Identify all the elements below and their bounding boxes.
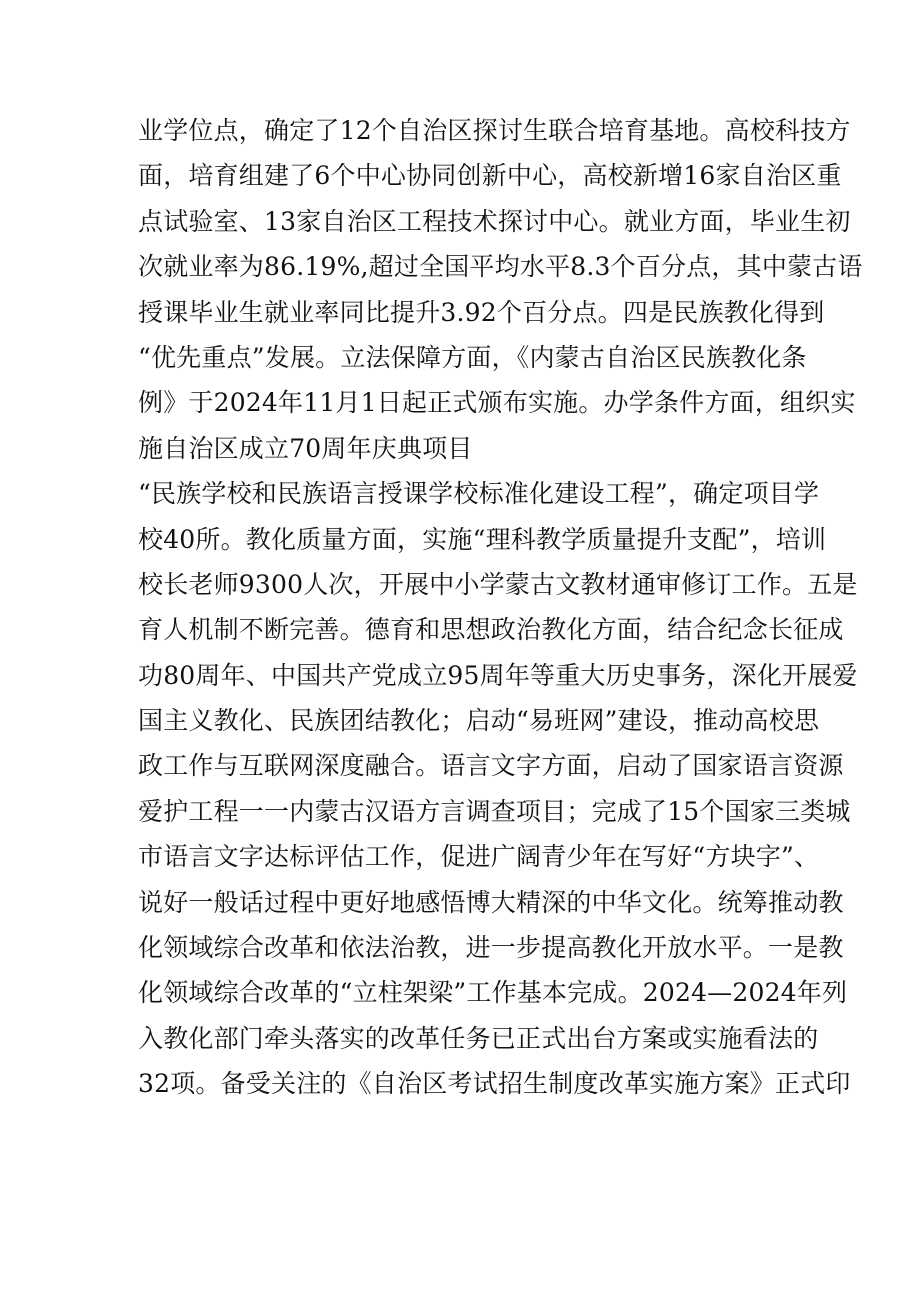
text-line: 32项。备受关注的《自治区考试招生制度改革实施方案》正式印 (138, 1069, 851, 1099)
text-line: 入教化部门牵头落实的改革任务已正式出台方案或实施看法的 (138, 1023, 819, 1053)
body-text (138, 108, 863, 1107)
text-line: 次就业率为86.19%,超过全国平均水平8.3个百分点，其中蒙古语 (138, 252, 863, 282)
text-line: 市语言文字达标评估工作，促进广阔青少年在写好“方块字”、 (138, 842, 820, 872)
text-line: 政工作与互联网深度融合。语言文字方面，启动了国家语言资源 (138, 751, 844, 781)
text-line: 化领域综合改革和依法治教，进一步提高教化开放水平。一是教 (138, 933, 844, 963)
text-line: 校长老师9300人次，开展中小学蒙古文教材通审修订工作。五是 (138, 569, 858, 599)
text-line: 点试验室、13家自治区工程技术探讨中心。就业方面，毕业生初 (138, 206, 851, 236)
text-line: “优先重点”发展。立法保障方面，《内蒙古自治区民族教化条 (138, 342, 807, 372)
text-line: 功80周年、中国共产党成立95周年等重大历史事务，深化开展爱 (138, 660, 858, 690)
text-line: “民族学校和民族语言授课学校标准化建设工程”，确定项目学 (138, 479, 820, 509)
text-line: 化领域综合改革的“立柱架梁”工作基本完成。2024—2024年列 (138, 978, 848, 1008)
text-line: 施自治区成立70周年庆典项目 (138, 433, 473, 463)
text-line: 面，培育组建了6个中心协同创新中心，高校新增16家自治区重 (138, 161, 842, 191)
text-line: 国主义教化、民族团结教化；启动“易班网”建设，推动高校思 (138, 706, 820, 736)
text-line: 说好一般话过程中更好地感悟博大精深的中华文化。统筹推动教 (138, 887, 844, 917)
text-line: 校40所。教化质量方面，实施“理科教学质量提升支配”，培训 (138, 524, 827, 554)
text-line: 育人机制不断完善。德育和思想政治教化方面，结合纪念长征成 (138, 615, 844, 645)
text-line: 例》于2024年11月1日起正式颁布实施。办学条件方面，组织实 (138, 388, 856, 418)
text-line: 授课毕业生就业率同比提升3.92个百分点。四是民族教化得到 (138, 297, 825, 327)
text-line: 爱护工程一一内蒙古汉语方言调查项目；完成了15个国家三类城 (138, 796, 851, 826)
text-line: 业学位点，确定了12个自治区探讨生联合培育基地。高校科技方 (138, 116, 851, 145)
